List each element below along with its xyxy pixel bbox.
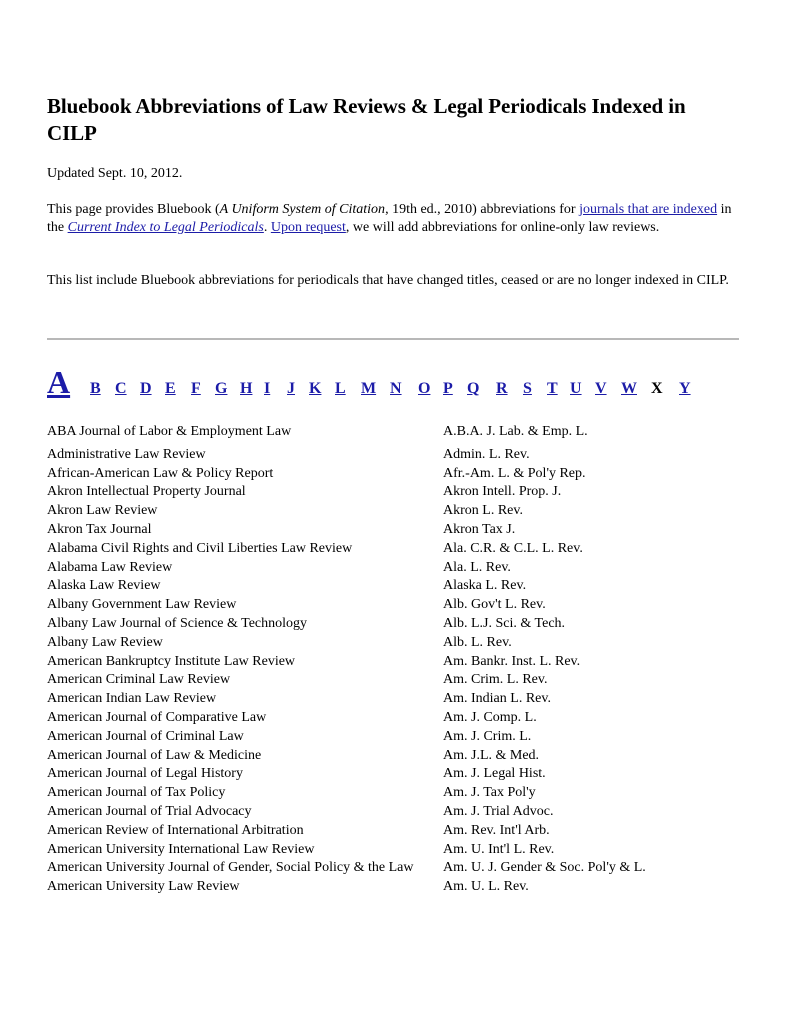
alphabet-letter-g[interactable]: G [215, 380, 228, 397]
journal-abbreviation: Akron L. Rev. [443, 503, 523, 519]
journal-abbreviation: Am. J. Comp. L. [443, 709, 537, 725]
journal-abbreviation: Am. J. Legal Hist. [443, 766, 546, 782]
journal-title: American Bankruptcy Institute Law Review [47, 653, 296, 669]
table-row [47, 822, 739, 841]
intro-text-3: in the [47, 202, 732, 235]
alphabet-letter-v[interactable]: V [595, 380, 607, 397]
alphabet-letter-p[interactable]: P [443, 380, 453, 397]
journal-abbreviation: Akron Intell. Prop. J. [443, 484, 562, 500]
alphabet-letter-n[interactable]: N [390, 380, 402, 397]
journal-abbreviation: Am. J. Tax Pol'y [443, 785, 536, 801]
journal-title: American Journal of Criminal Law [47, 728, 244, 744]
table-row [47, 859, 739, 878]
table-row [47, 653, 739, 672]
journal-title: Alabama Law Review [47, 559, 173, 575]
alphabet-letter-x: X [651, 380, 663, 397]
journal-abbreviation: Alb. L. Rev. [443, 634, 512, 650]
alphabet-nav [47, 364, 739, 404]
journal-title: Albany Law Review [47, 634, 163, 650]
alphabet-letter-j[interactable]: J [287, 380, 295, 397]
table-row [47, 502, 739, 521]
table-row [47, 615, 739, 634]
journal-abbreviation: Am. U. Int'l L. Rev. [443, 841, 555, 857]
journal-abbreviation: Am. Indian L. Rev. [443, 691, 551, 707]
table-row [47, 577, 739, 596]
journal-abbreviation: Alaska L. Rev. [443, 578, 527, 594]
table-row [47, 803, 739, 822]
alphabet-letter-i[interactable]: I [264, 380, 271, 397]
table-row [47, 634, 739, 653]
journal-title: Alabama Civil Rights and Civil Liberties Law Review [47, 540, 353, 556]
alphabet-letter-y[interactable]: Y [679, 380, 691, 397]
journal-abbreviation: Am. Crim. L. Rev. [443, 672, 548, 688]
intro-paragraph [47, 201, 739, 237]
alphabet-letter-h[interactable]: H [240, 380, 253, 397]
alphabet-letter-u[interactable]: U [570, 380, 582, 397]
alphabet-letter-l[interactable]: L [335, 380, 346, 397]
alphabet-letter-o[interactable]: O [418, 380, 431, 397]
alphabet-letter-r[interactable]: R [496, 380, 508, 397]
cilp-link-text: Current Index to Legal Periodicals [67, 220, 264, 235]
table-row [47, 521, 739, 540]
journal-title: American University International Law Review [47, 841, 315, 857]
table-row [47, 728, 739, 747]
journal-title: American Indian Law Review [47, 691, 217, 707]
horizontal-divider [47, 338, 739, 340]
table-row [47, 483, 739, 502]
table-row [47, 747, 739, 766]
journal-abbreviation: Ala. C.R. & C.L. L. Rev. [443, 540, 583, 556]
abbreviation-table [47, 423, 739, 897]
table-row [47, 423, 739, 442]
journal-abbreviation: Am. U. L. Rev. [443, 879, 529, 895]
alphabet-letter-c[interactable]: C [115, 380, 127, 397]
updated-date: Updated Sept. 10, 2012. [47, 166, 183, 181]
table-row [47, 465, 739, 484]
journal-title: American Review of International Arbitration [47, 822, 304, 838]
journal-abbreviation: Ala. L. Rev. [443, 559, 511, 575]
journal-abbreviation: Am. J. Trial Advoc. [443, 803, 554, 819]
alphabet-letter-b[interactable]: B [90, 380, 101, 397]
table-row [47, 784, 739, 803]
table-row [47, 878, 739, 897]
alphabet-letter-w[interactable]: W [621, 380, 637, 397]
intro-text-4: . [263, 220, 271, 235]
alphabet-letter-t[interactable]: T [547, 380, 558, 397]
journal-title: American Journal of Legal History [47, 766, 243, 782]
alphabet-letter-f[interactable]: F [191, 380, 201, 397]
journal-title: American Journal of Law & Medicine [47, 747, 262, 763]
alphabet-letter-s[interactable]: S [523, 380, 532, 397]
journal-title: African-American Law & Policy Report [47, 465, 274, 481]
journal-title: Akron Tax Journal [47, 521, 152, 537]
table-row [47, 841, 739, 860]
table-row [47, 671, 739, 690]
alphabet-letter-e[interactable]: E [165, 380, 176, 397]
journal-abbreviation: Alb. L.J. Sci. & Tech. [443, 615, 566, 631]
alphabet-current-letter[interactable]: A [47, 364, 71, 400]
journal-title: ABA Journal of Labor & Employment Law [47, 424, 292, 439]
list-note: This list include Bluebook abbreviations for periodicals that have changed titles, ceased or are no longer indexed in CILP. [47, 273, 729, 288]
table-row [47, 446, 739, 465]
journal-abbreviation: Am. Rev. Int'l Arb. [443, 822, 550, 838]
journal-title: American University Law Review [47, 879, 240, 895]
intro-text-5: , we will add abbreviations for online-only law reviews. [345, 220, 660, 235]
journal-title: American Journal of Tax Policy [47, 785, 226, 801]
journal-abbreviation: Afr.-Am. L. & Pol'y Rep. [443, 465, 586, 481]
upon-request-link[interactable]: Upon request [270, 220, 346, 235]
intro-citation-title: A Uniform System of Citation [219, 202, 386, 217]
alphabet-letter-q[interactable]: Q [467, 380, 480, 397]
journal-abbreviation: Am. U. J. Gender & Soc. Pol'y & L. [443, 860, 646, 876]
journal-title: Alaska Law Review [47, 578, 161, 594]
journal-title: Administrative Law Review [47, 446, 206, 462]
journal-title: Akron Law Review [47, 503, 158, 519]
table-row [47, 540, 739, 559]
table-row [47, 709, 739, 728]
journal-abbreviation: A.B.A. J. Lab. & Emp. L. [443, 424, 588, 439]
journal-title: American Journal of Comparative Law [47, 709, 267, 725]
table-row [47, 690, 739, 709]
journal-abbreviation: Am. Bankr. Inst. L. Rev. [443, 653, 581, 669]
page-title: Bluebook Abbreviations of Law Reviews & Legal Periodicals Indexed in CILP [47, 94, 686, 145]
journal-title: American University Journal of Gender, Social Policy & the Law [47, 860, 414, 876]
journal-abbreviation: Am. J.L. & Med. [443, 747, 540, 763]
journal-abbreviation: Alb. Gov't L. Rev. [443, 597, 546, 613]
table-row [47, 559, 739, 578]
journal-abbreviation: Akron Tax J. [443, 521, 516, 537]
journal-title: Albany Law Journal of Science & Technology [47, 615, 308, 631]
intro-text-2: , 19th ed., 2010) abbreviations for [385, 202, 580, 217]
alphabet-letter-d[interactable]: D [140, 380, 152, 397]
alphabet-letter-m[interactable]: M [361, 380, 377, 397]
table-row [47, 765, 739, 784]
cilp-link[interactable] [68, 220, 264, 235]
table-row [47, 596, 739, 615]
journal-title: American Criminal Law Review [47, 672, 231, 688]
journal-title: Akron Intellectual Property Journal [47, 484, 246, 500]
journal-title: Albany Government Law Review [47, 597, 237, 613]
alphabet-letter-k[interactable]: K [309, 380, 322, 397]
journal-abbreviation: Admin. L. Rev. [443, 446, 530, 462]
journal-abbreviation: Am. J. Crim. L. [443, 728, 532, 744]
journals-indexed-link[interactable]: journals that are indexed [579, 202, 718, 217]
intro-text-1: This page provides Bluebook ( [47, 202, 220, 217]
journal-title: American Journal of Trial Advocacy [47, 803, 252, 819]
